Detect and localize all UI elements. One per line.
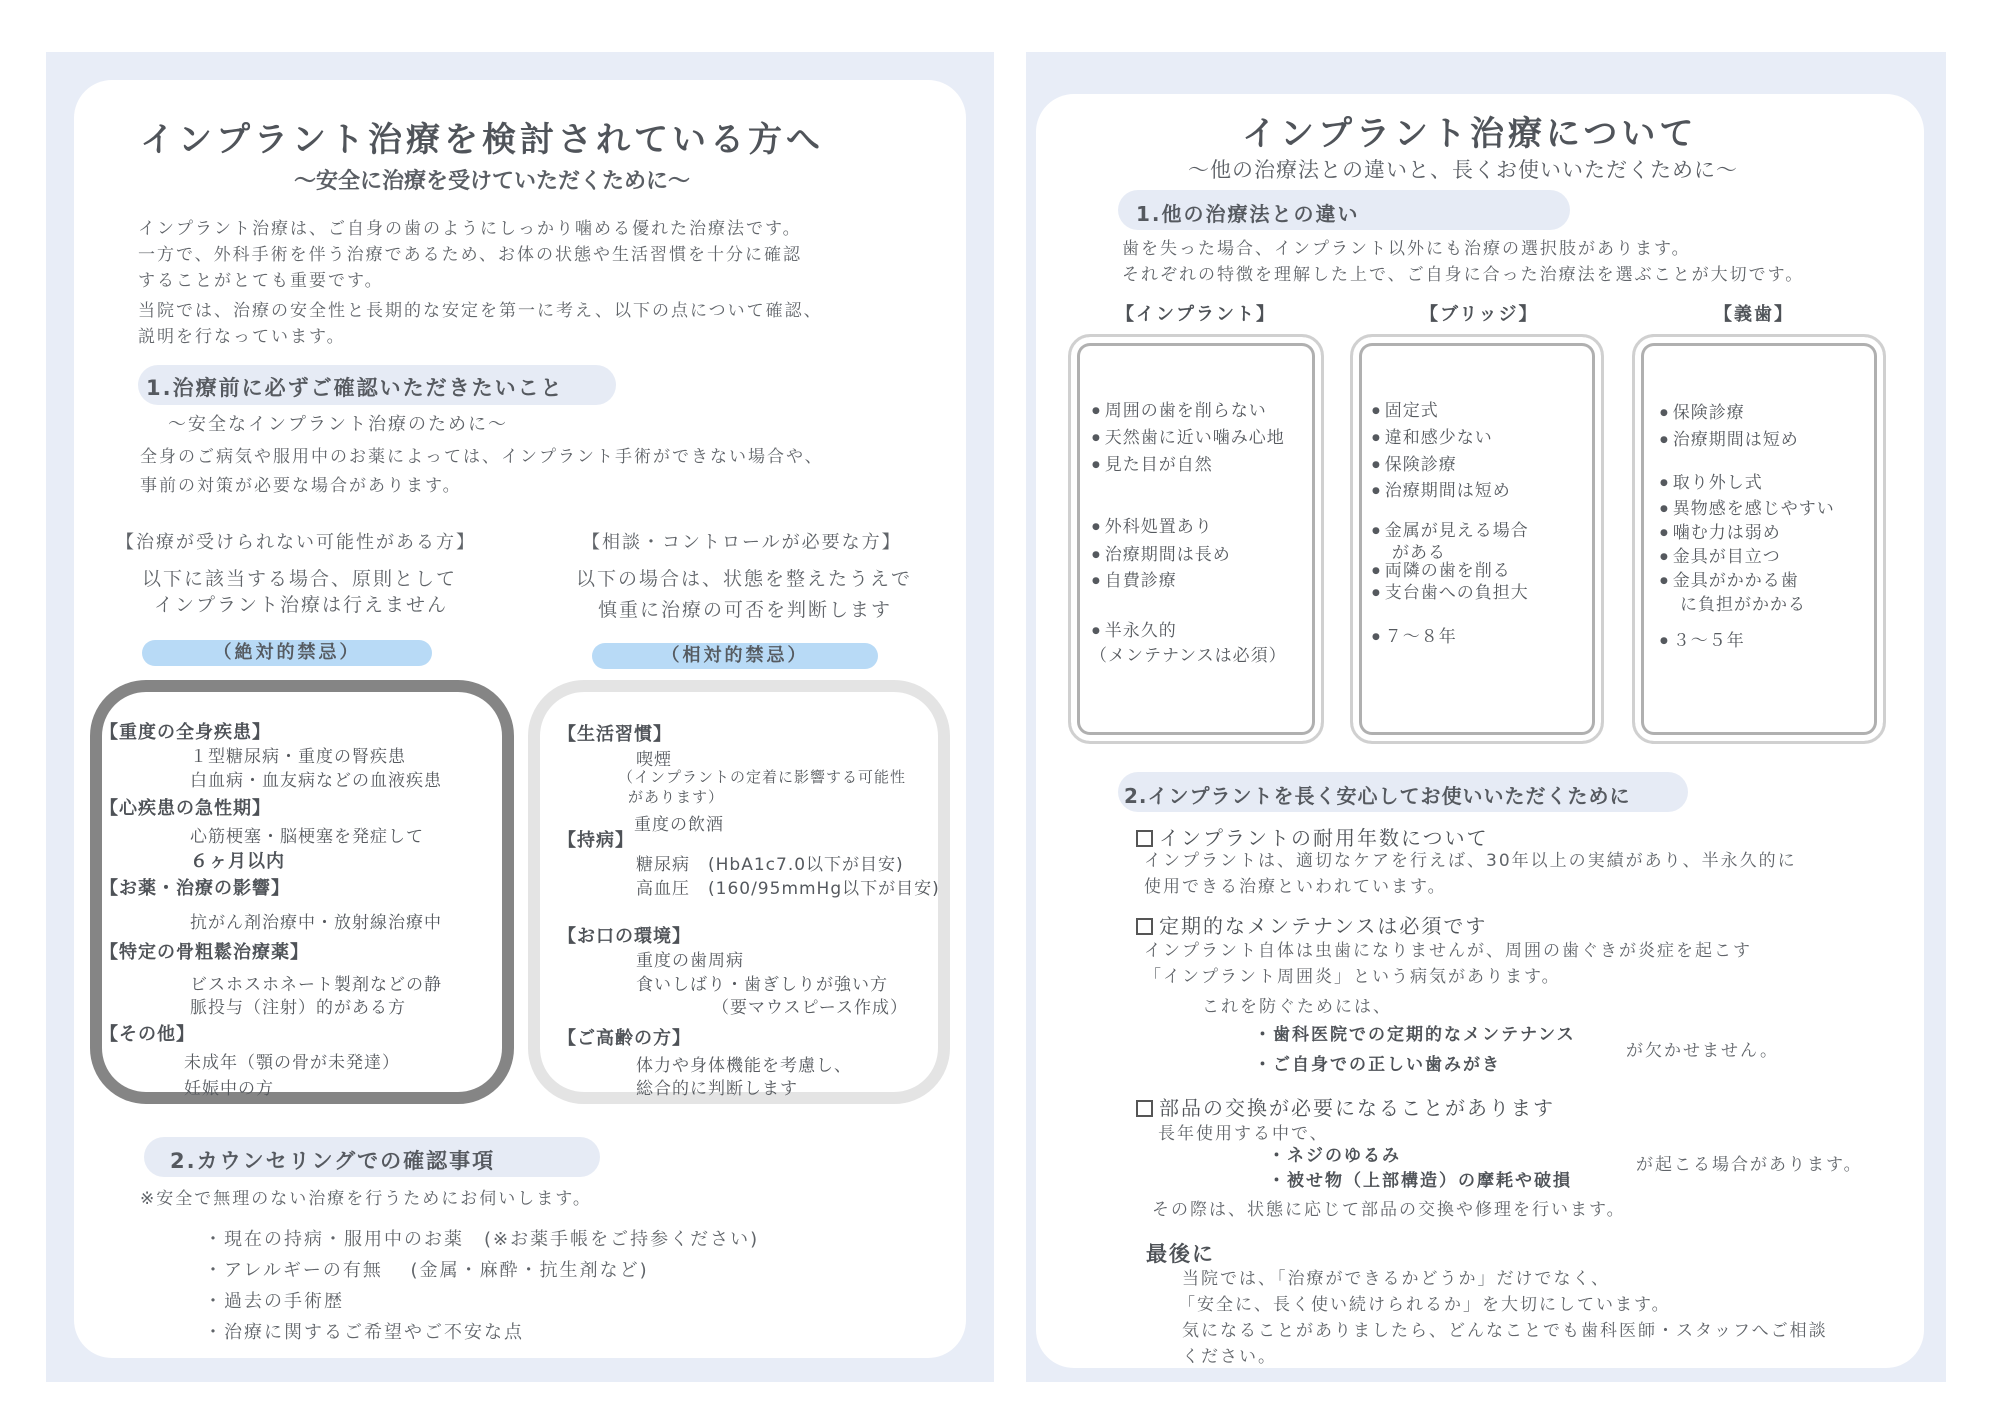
comparison-item-text: 自費診療 xyxy=(1104,571,1177,591)
category-heading: 【特定の骨粗鬆治療薬】 xyxy=(100,942,309,963)
left-title: インプラント治療を検討されている方へ xyxy=(140,120,824,160)
category-item: （インプラントの定着に影響する可能性 xyxy=(618,768,907,786)
durability-line: インプラントは、適切なケアを行えば、30年以上の実績があり、半永久的に xyxy=(1144,851,1797,871)
category-heading: 【お薬・治療の影響】 xyxy=(100,878,290,899)
maintenance-item: ・歯科医院での定期的なメンテナンス xyxy=(1254,1025,1576,1045)
pill-text: （相対的禁忌） xyxy=(661,645,809,666)
comparison-item xyxy=(1372,476,1511,501)
parts-item: ・ネジのゆるみ xyxy=(1268,1146,1401,1166)
bullet-icon: ● xyxy=(1092,550,1105,560)
maintenance-item: ・ご自身での正しい歯みがき xyxy=(1254,1055,1501,1075)
denture-column-label: 【義歯】 xyxy=(1714,304,1794,325)
left-subtitle: 〜安全に治療を受けていただくために〜 xyxy=(294,169,691,194)
comparison-item xyxy=(1092,566,1177,591)
absolute-contraindication-pill xyxy=(142,640,432,666)
comparison-item xyxy=(1372,450,1457,475)
category-item: 妊娠中の方 xyxy=(184,1079,274,1099)
comparison-item-text: 金具がかかる歯 xyxy=(1672,571,1799,591)
bullet-icon: ● xyxy=(1372,632,1385,642)
comparison-item xyxy=(1660,468,1763,493)
bullet-icon: ● xyxy=(1660,528,1673,538)
comparison-item-text: ７〜８年 xyxy=(1384,627,1457,647)
parts-item: ・被せ物（上部構造）の摩耗や破損 xyxy=(1268,1171,1572,1191)
maintenance-title xyxy=(1136,910,1487,939)
right-section1-text xyxy=(1122,236,1804,288)
maintenance-title-text: 定期的なメンテナンスは必須です xyxy=(1159,914,1488,938)
maintenance-text xyxy=(1144,938,1752,990)
bullet-icon: ● xyxy=(1092,406,1105,416)
bullet-icon: ● xyxy=(1660,435,1673,445)
checkbox-icon xyxy=(1136,1100,1153,1117)
category-item: 脈投与（注射）的がある方 xyxy=(190,998,406,1018)
comparison-item-text: 両隣の歯を削る xyxy=(1384,561,1511,581)
comparison-item xyxy=(1090,641,1287,666)
bullet-icon: ● xyxy=(1660,504,1673,514)
category-item: 糖尿病 (HbA1c7.0以下が目安) xyxy=(636,855,904,875)
counseling-list xyxy=(204,1224,759,1348)
comparison-item-text: 保険診療 xyxy=(1384,455,1457,475)
closing-line: ください。 xyxy=(1182,1347,1277,1367)
right-subtitle: 〜他の治療法との違いと、長くお使いいただくために〜 xyxy=(1188,158,1738,182)
bullet-icon: ● xyxy=(1372,406,1385,416)
category-heading: 【持病】 xyxy=(558,830,634,851)
parts-title-text: 部品の交換が必要になることがあります xyxy=(1159,1096,1555,1120)
col-b-desc2: 慎重に治療の可否を判断します xyxy=(598,599,893,621)
category-item: １型糖尿病・重度の腎疾患 xyxy=(190,747,406,767)
col-b-desc1: 以下の場合は、状態を整えたうえで xyxy=(576,568,913,590)
comparison-item-text: 噛む力は弱め xyxy=(1672,523,1781,543)
bullet-icon: ● xyxy=(1092,433,1105,443)
bullet-icon: ● xyxy=(1372,486,1385,496)
category-heading: 【お口の環境】 xyxy=(558,926,691,947)
comparison-item xyxy=(1092,512,1213,537)
col-a-desc1: 以下に該当する場合、原則として xyxy=(142,568,458,590)
comparison-item-text: 金具が目立つ xyxy=(1672,547,1781,567)
category-item: 抗がん剤治療中・放射線治療中 xyxy=(190,913,442,933)
comparison-item xyxy=(1680,590,1806,615)
section1-text xyxy=(140,444,824,499)
relative-contraindication-pill xyxy=(592,643,878,669)
category-item: 重度の飲酒 xyxy=(634,815,724,835)
category-item: 食いしばり・歯ぎしりが強い方 xyxy=(636,975,888,995)
comparison-item-text: 違和感少ない xyxy=(1384,428,1493,448)
closing-line: 「安全に、長く使い続けられるか」を大切にしています。 xyxy=(1178,1295,1671,1315)
comparison-item-text: 見た目が自然 xyxy=(1104,455,1213,475)
comparison-item-text: 治療期間は短め xyxy=(1672,430,1799,450)
checkbox-icon xyxy=(1136,830,1153,847)
bullet-icon: ● xyxy=(1660,636,1673,646)
bullet-icon: ● xyxy=(1372,433,1385,443)
comparison-item xyxy=(1092,396,1267,421)
bullet-icon: ● xyxy=(1092,460,1105,470)
right-title: インプラント治療について xyxy=(1242,114,1698,154)
right-section1-text-line: 歯を失った場合、インプラント以外にも治療の選択肢があります。 xyxy=(1122,239,1691,259)
category-heading: 【重度の全身疾患】 xyxy=(100,722,271,743)
comparison-item-text: 外科処置あり xyxy=(1104,517,1213,537)
section1-text-line: 事前の対策が必要な場合があります。 xyxy=(140,476,462,496)
section2-note: ※安全で無理のない治療を行うためにお伺いします。 xyxy=(140,1189,592,1209)
comparison-item xyxy=(1660,566,1799,591)
comparison-item-text: （メンテナンスは必須） xyxy=(1090,646,1287,666)
section1-sub: 〜安全なインプラント治療のために〜 xyxy=(168,414,508,435)
category-item: 未成年（顎の骨が未発達） xyxy=(184,1053,400,1073)
col-a-desc2: インプラント治療は行えません xyxy=(154,594,449,616)
category-item: 喫煙 xyxy=(636,750,672,770)
maintenance-line: 「インプラント周囲炎」という病気があります。 xyxy=(1144,967,1561,987)
bullet-icon: ● xyxy=(1660,478,1673,488)
category-item: ビスホスホネート製剤などの静 xyxy=(190,975,442,995)
right-section1-heading-text: 1.他の治療法との違い xyxy=(1136,202,1360,226)
category-item: 総合的に判断します xyxy=(636,1079,798,1099)
bullet-icon: ● xyxy=(1372,566,1385,576)
bullet-icon: ● xyxy=(1092,576,1105,586)
section1-heading-text: 1.治療前に必ずご確認いただきたいこと xyxy=(146,376,564,400)
intro-line: 説明を行なっています。 xyxy=(138,327,346,347)
category-item: 高血圧 (160/95mmHg以下が目安) xyxy=(636,879,940,899)
left-intro xyxy=(138,216,823,350)
category-heading: 【その他】 xyxy=(100,1024,195,1045)
closing-line: 当院では、「治療ができるかどうか」だけでなく、 xyxy=(1182,1269,1611,1289)
category-item: があります） xyxy=(628,788,725,806)
comparison-item xyxy=(1372,396,1439,421)
comparison-item-text: ３〜５年 xyxy=(1672,631,1745,651)
comparison-item-text: 治療期間は長め xyxy=(1104,545,1231,565)
comparison-item xyxy=(1660,626,1745,651)
closing-text xyxy=(1178,1266,1828,1370)
bridge-column-label: 【ブリッジ】 xyxy=(1420,304,1539,325)
category-heading: ６ヶ月以内 xyxy=(190,851,285,872)
comparison-item-text: がある xyxy=(1392,543,1446,563)
comparison-item-text: 金属が見える場合 xyxy=(1384,521,1529,541)
parts-title xyxy=(1136,1092,1555,1121)
counseling-item: ・過去の手術歴 xyxy=(204,1291,344,1312)
comparison-item-text: 取り外し式 xyxy=(1672,473,1763,493)
comparison-item xyxy=(1372,622,1457,647)
durability-text xyxy=(1144,848,1797,900)
durability-title xyxy=(1136,822,1489,851)
implant-column-label: 【インプラント】 xyxy=(1116,304,1276,325)
comparison-item xyxy=(1660,398,1745,423)
col-b-label: 【相談・コントロールが必要な方】 xyxy=(582,532,902,553)
parts-tail: が起こる場合があります。 xyxy=(1636,1155,1863,1175)
parts-lead: 長年使用する中で、 xyxy=(1158,1124,1329,1144)
pill-text: （絶対的禁忌） xyxy=(213,642,361,663)
checkbox-icon xyxy=(1136,918,1153,935)
maintenance-line: インプラント自体は虫歯になりませんが、周囲の歯ぐきが炎症を起こす xyxy=(1144,941,1752,961)
comparison-item xyxy=(1660,518,1781,543)
comparison-item-text: 異物感を感じやすい xyxy=(1672,499,1835,519)
comparison-item-text: 治療期間は短め xyxy=(1384,481,1511,501)
comparison-item xyxy=(1092,616,1177,641)
comparison-item xyxy=(1660,494,1835,519)
comparison-item xyxy=(1092,540,1231,565)
category-item: 心筋梗塞・脳梗塞を発症して xyxy=(190,827,424,847)
counseling-item: ・アレルギーの有無 (金属・麻酔・抗生剤など) xyxy=(204,1260,649,1281)
parts-after: その際は、状態に応じて部品の交換や修理を行います。 xyxy=(1152,1200,1626,1220)
category-item: 重度の歯周病 xyxy=(636,951,744,971)
category-heading: 【心疾患の急性期】 xyxy=(100,798,271,819)
comparison-item xyxy=(1092,450,1213,475)
counseling-item: ・治療に関するご希望やご不安な点 xyxy=(204,1322,524,1343)
bullet-icon: ● xyxy=(1660,552,1673,562)
comparison-item-text: 保険診療 xyxy=(1672,403,1745,423)
col-a-label: 【治療が受けられない可能性がある方】 xyxy=(116,532,476,553)
bullet-icon: ● xyxy=(1660,408,1673,418)
comparison-item xyxy=(1372,423,1493,448)
right-section2-heading-text: 2.インプラントを長く安心してお使いいただくために xyxy=(1124,784,1631,808)
comparison-item-text: 半永久的 xyxy=(1104,621,1177,641)
section2-heading xyxy=(144,1137,600,1177)
closing-line: 気になることがありましたら、どんなことでも歯科医師・スタッフへご相談 xyxy=(1182,1321,1828,1341)
comparison-item xyxy=(1372,578,1529,603)
intro-line: 一方で、外科手術を伴う治療であるため、お体の状態や生活習慣を十分に確認 xyxy=(138,245,802,265)
maintenance-tail: が欠かせません。 xyxy=(1626,1041,1780,1061)
right-section2-heading xyxy=(1118,772,1688,812)
right-section1-text-line: それぞれの特徴を理解した上で、ご自身に合った治療法を選ぶことが大切です。 xyxy=(1122,265,1805,285)
category-item: 白血病・血友病などの血液疾患 xyxy=(190,771,442,791)
intro-line: インプラント治療は、ご自身の歯のようにしっかり噛める優れた治療法です。 xyxy=(138,219,802,239)
bullet-icon: ● xyxy=(1372,526,1385,536)
section2-heading-text: 2.カウンセリングでの確認事項 xyxy=(170,1149,496,1173)
comparison-item-text: に負担がかかる xyxy=(1680,595,1806,615)
maintenance-lead: これを防ぐためには、 xyxy=(1202,997,1392,1017)
bullet-icon: ● xyxy=(1092,522,1105,532)
comparison-item-text: 周囲の歯を削らない xyxy=(1104,401,1267,421)
bullet-icon: ● xyxy=(1372,460,1385,470)
category-heading: 【ご高齢の方】 xyxy=(558,1028,691,1049)
category-heading: 【生活習慣】 xyxy=(558,724,672,745)
closing-title: 最後に xyxy=(1146,1242,1215,1266)
comparison-item xyxy=(1660,425,1799,450)
intro-line: することがとても重要です。 xyxy=(138,271,384,291)
durability-line: 使用できる治療といわれています。 xyxy=(1144,877,1447,897)
comparison-item-text: 天然歯に近い噛み心地 xyxy=(1104,428,1285,448)
intro-line: 当院では、治療の安全性と長期的な安定を第一に考え、以下の点について確認、 xyxy=(138,301,823,321)
comparison-item-text: 支台歯への負担大 xyxy=(1384,583,1529,603)
bullet-icon: ● xyxy=(1092,626,1105,636)
durability-title-text: インプラントの耐用年数について xyxy=(1159,826,1489,850)
bullet-icon: ● xyxy=(1372,588,1385,598)
comparison-item-text: 固定式 xyxy=(1384,401,1439,421)
counseling-item: ・現在の持病・服用中のお薬 (※お薬手帳をご持参ください) xyxy=(204,1229,760,1250)
category-item: （要マウスピース作成） xyxy=(712,998,908,1018)
bullet-icon: ● xyxy=(1660,576,1673,586)
comparison-item xyxy=(1660,542,1781,567)
section1-heading xyxy=(138,365,616,405)
category-item: 体力や身体機能を考慮し、 xyxy=(636,1056,852,1076)
right-section1-heading xyxy=(1118,190,1570,230)
section1-text-line: 全身のご病気や服用中のお薬によっては、インプラント手術ができない場合や、 xyxy=(140,447,824,467)
comparison-item xyxy=(1092,423,1285,448)
